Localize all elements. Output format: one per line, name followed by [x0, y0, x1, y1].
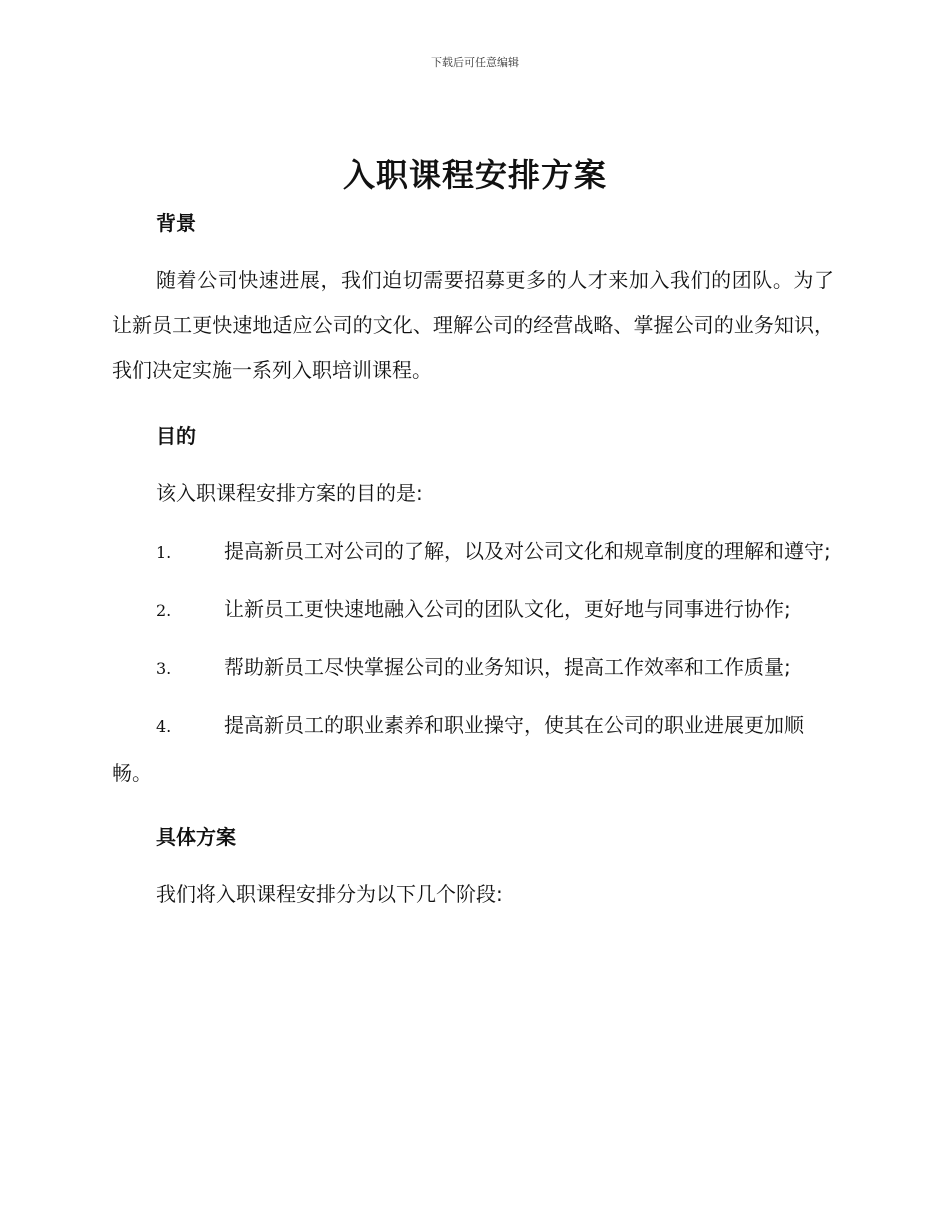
list-item	[112, 702, 834, 796]
list-text: 让新员工更快速地融入公司的团队文化，更好地与同事进行协作;	[224, 597, 791, 621]
list-item	[112, 586, 834, 634]
list-number: 2.	[156, 601, 172, 620]
paragraph-background: 随着公司快速进展，我们迫切需要招募更多的人才来加入我们的团队。为了让新员工更快速地适应公司的文化、理解公司的经营战略、掌握公司的业务知识，我们决定实施一系列入职培训课程。	[112, 268, 834, 382]
section-heading-purpose: 目的	[156, 424, 196, 448]
list-number: 3.	[156, 659, 172, 678]
document-title: 入职课程安排方案	[342, 156, 607, 194]
list-number: 4.	[156, 717, 172, 736]
list-item	[112, 528, 834, 576]
document-body	[112, 200, 834, 929]
list-text: 帮助新员工尽快掌握公司的业务知识，提高工作效率和工作质量;	[224, 655, 791, 679]
list-text: 提高新员工对公司的了解，以及对公司文化和规章制度的理解和遵守;	[224, 539, 831, 563]
list-number: 1.	[156, 543, 172, 562]
paragraph-purpose-intro: 该入职课程安排方案的目的是:	[156, 481, 423, 505]
list-item	[112, 644, 834, 692]
header-note: 下载后可任意编辑	[431, 56, 519, 69]
section-heading-background: 背景	[156, 211, 196, 235]
list-text: 提高新员工的职业素养和职业操守，使其在公司的职业进展更加顺畅。	[112, 713, 804, 785]
paragraph-plan-intro: 我们将入职课程安排分为以下几个阶段:	[156, 882, 503, 906]
section-heading-plan: 具体方案	[156, 825, 236, 849]
